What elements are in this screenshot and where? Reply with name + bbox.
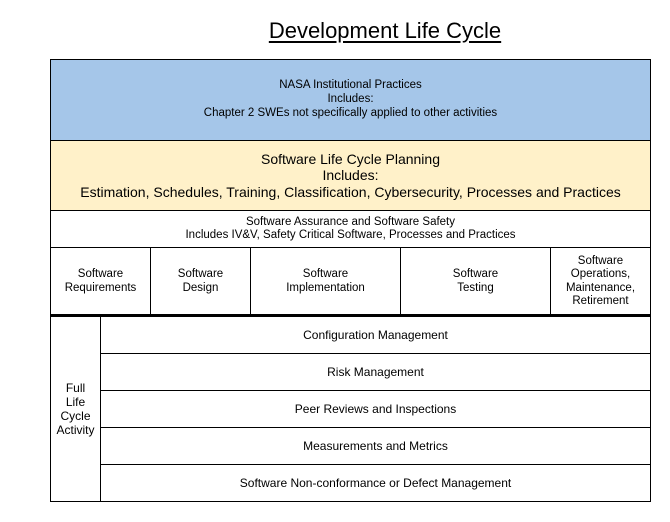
phase-testing-box: [400, 247, 551, 316]
phase-label-line: Software: [452, 268, 499, 281]
phase-label-line: Retirement: [572, 294, 629, 307]
planning-box-line-1: Software Life Cycle Planning: [261, 150, 440, 167]
phase-label-line: Software: [577, 254, 624, 267]
phase-label-line: Implementation: [286, 281, 365, 294]
activity-risk-management: [100, 353, 651, 391]
phase-operations-box: [550, 247, 651, 316]
nasa-box-line-2: Includes:: [327, 93, 374, 106]
nasa-box-line-1: NASA Institutional Practices: [279, 79, 422, 92]
activity-configuration-management: [100, 316, 651, 354]
activity-peer-reviews: [100, 390, 651, 428]
full-life-cycle-activity-box: [50, 316, 101, 502]
activity-label: Measurements and Metrics: [303, 438, 448, 453]
nasa-box-line-3: Chapter 2 SWEs not specifically applied to other activities: [203, 106, 498, 119]
assurance-box-line-2: Includes IV&V, Safety Critical Software, Processes and Practices: [185, 229, 516, 241]
activity-defect-management: [100, 464, 651, 502]
diagram-title: Development Life Cycle: [268, 18, 502, 43]
activity-label: Risk Management: [327, 364, 424, 379]
phase-label-line: Maintenance,: [565, 281, 636, 294]
phase-label-line: Software: [177, 268, 224, 281]
planning-box-line-2: Includes:: [322, 167, 379, 184]
section-divider-line: [50, 314, 651, 317]
phase-design-box: [150, 247, 251, 316]
activity-label: Peer Reviews and Inspections: [294, 401, 457, 416]
planning-box-line-3: Estimation, Schedules, Training, Classification, Cybersecurity, Processes and Practices: [80, 183, 621, 200]
assurance-box-line-1: Software Assurance and Software Safety: [245, 215, 456, 228]
phase-label-line: Software: [302, 268, 349, 281]
full-cycle-label-line: Cycle: [60, 409, 91, 423]
assurance-and-safety-box: [50, 210, 651, 248]
phase-label-line: Operations,: [570, 268, 631, 281]
phase-label-line: Software: [77, 268, 124, 281]
activity-measurements-metrics: [100, 427, 651, 465]
full-cycle-label-line: Full: [65, 380, 86, 395]
activity-label: Software Non-conformance or Defect Management: [239, 475, 512, 490]
life-cycle-planning-box: [50, 140, 651, 211]
phase-label-line: Requirements: [64, 281, 137, 294]
phase-implementation-box: [250, 247, 401, 316]
full-cycle-label-line: Life: [65, 394, 86, 409]
phase-label-line: Testing: [457, 281, 494, 294]
nasa-institutional-practices-box: [50, 59, 651, 141]
activity-label: Configuration Management: [303, 327, 448, 342]
phase-requirements-box: [50, 247, 151, 316]
full-cycle-label-line: Activity: [56, 423, 95, 438]
phase-label-line: Design: [182, 281, 219, 294]
